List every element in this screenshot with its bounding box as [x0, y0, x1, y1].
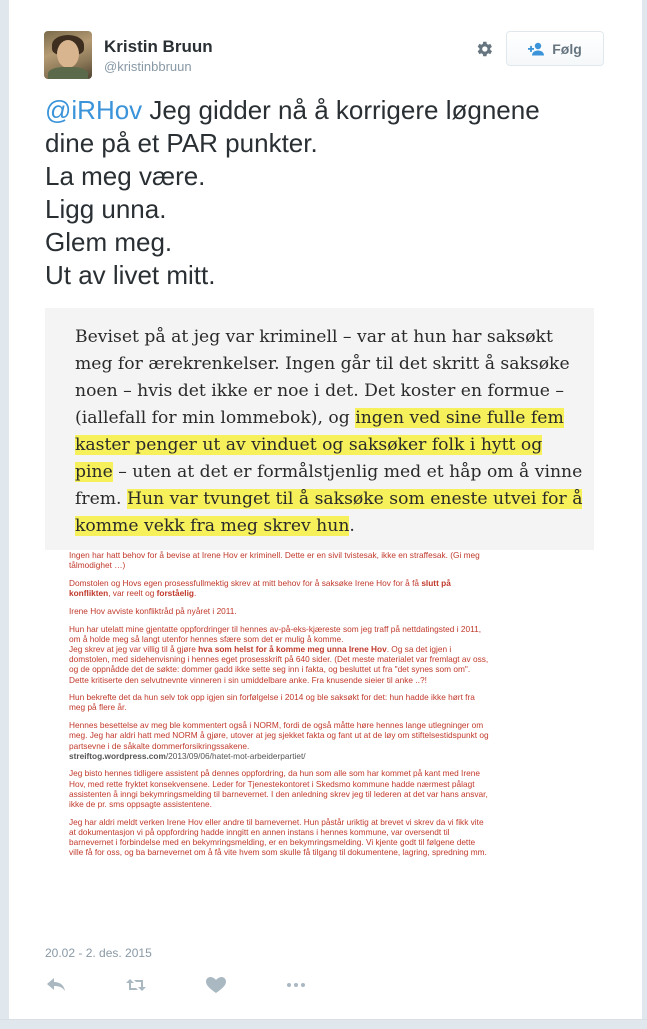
more-icon[interactable]: [285, 976, 307, 994]
follow-person-icon: [528, 42, 546, 56]
tweet-line-5: Glem meg.: [45, 227, 173, 257]
follow-button[interactable]: [506, 31, 604, 66]
avatar[interactable]: [44, 31, 92, 79]
user-name[interactable]: Kristin Bruun: [104, 37, 213, 56]
tweet-timestamp[interactable]: 20.02 - 2. des. 2015: [45, 946, 152, 960]
highlight-2: Hun var tvunget til å saksøke som eneste utvei for å komme vekk fra meg skrev hun: [75, 489, 583, 536]
mention-link[interactable]: @iRHov: [45, 95, 143, 125]
tweet-line-2: dine på et PAR punkter.: [45, 128, 318, 158]
follow-button-label: Følg: [552, 40, 582, 57]
note-url: streiftog.wordpress.com/2013/09/06/hatet-mot-arbeiderpartiet/: [69, 750, 306, 761]
tweet-text: [45, 94, 605, 292]
scanned-text: Beviset på at jeg var kriminell – var at hun har saksøkt meg for ærekrenkelser. Ingen går til det skritt å saksøke noen – hvis det ikke er noe i det. Det koster en formue – (iallefall for min lommebok), og ingen ved sine fulle fem kaster penger ut av vinduet og saksøker folk i hytt og pine – uten at det er formålstjenlig med et håp om å vinne frem. Hun var tvunget til å saksøke som eneste utvei for å komme vekk fra meg skrev hun.: [75, 327, 583, 536]
gear-icon[interactable]: [474, 39, 494, 59]
note-image: [45, 550, 594, 940]
highlight-1: ingen ved sine fulle fem kaster penger ut av vinduet og saksøker folk i hytt og pine: [75, 408, 564, 482]
scanned-text-image: [45, 308, 594, 550]
retweet-icon[interactable]: [125, 976, 147, 994]
tweet-line-1: Jeg gidder nå å korrigere løgnene: [142, 95, 540, 125]
tweet-media-image[interactable]: [45, 308, 594, 940]
user-handle[interactable]: @kristinbbruun: [104, 59, 192, 74]
note-text: Ingen har hatt behov for å bevise at Irene Hov er kriminell. Dette er en sivil tvistesak, ikke en straffesak. (Gi meg tålmodighet …) Domstolen og Hovs egen prosessfullmektig skrev at mitt behov for å saksøke Irene Hov for å få slutt på konflikten, var reelt og forståelig. Irene Hov avviste konfliktråd på nyåret i 2011. Hun har utelatt mine gjentatte oppfordringer til hennes av-på-eks-kjæreste som jeg traff på nettdatingsted i 2011, om å holde meg så langt utenfor hennes sfære som det er mulig å komme. Jeg skrev at jeg var villig til å gjøre hva som helst for å komme meg unna Irene Hov. Og sa det igjen i domstolen, med sidehenvisning i hennes eget prosesskrift på 640 sider. (Det meste materialet var fremlagt av oss, og de oppnådde det de søkte: dommer gadd ikke sette seg inn i fakta, og besluttet ut fra "det synes som om". Dette kritiserte den selvutnevnte vinneren i sin umiddelbare anke. Fra knusende sieier til anke ..?! Hun bekrefte det da hun selv tok opp igjen sin forfølgelse i 2014 og ble saksøkt for det: hun hadde ikke hørt fra meg på flere år. Hennes besettelse av meg ble kommentert også i NORM, fordi de også måtte høre hennes lange utlegninger om meg. Jeg har aldri hatt med NORM å gjøre, utover at jeg sjekket fakta og fant ut at de løy om stiftelsestidspunkt og partsevne i de såkalte dommerforsikringssakene. streiftog.wordpress.com/2013/09/06/hatet-mot-arbeiderpartiet/ Jeg bisto hennes tidligere assistent på dennes oppfordring, da hun som alle som har kommet på kant med Irene Hov, med rette fryktet konsekvensene. Leder for Tjenestekontoret i Skedsmo kommune hadde nærmest pålagt assistenten å inngi bekymringsmelding til barnevernet. I den anledning skrev jeg til lederen at det var hans ansvar, ikke de pr. sms oppsagte assistentene. Jeg har aldri meldt verken Irene Hov eller andre til barnevernet. Hun påstår uriktig at brevet vi skrev da vi fikk vite at dokumentasjon vi på oppfordring hadde inngitt en annen instans i hennes kommune, var oversendt til barnevernet i forbindelse med en bekymringsmelding, er en bekymringsmelding. Vi kjente godt til følgene dette ville få for oss, og ba barnevernet om å få vite hvem som skulle få tilgang til dokumentene, lagring, spredning mm.: [69, 550, 489, 858]
reply-icon[interactable]: [45, 976, 67, 994]
like-icon[interactable]: [205, 976, 227, 994]
tweet-line-3: La meg være.: [45, 161, 206, 191]
tweet-line-6: Ut av livet mitt.: [45, 260, 216, 290]
tweet-line-4: Ligg unna.: [45, 194, 167, 224]
divider: [0, 1019, 647, 1020]
tweet-card: [8, 0, 643, 1020]
